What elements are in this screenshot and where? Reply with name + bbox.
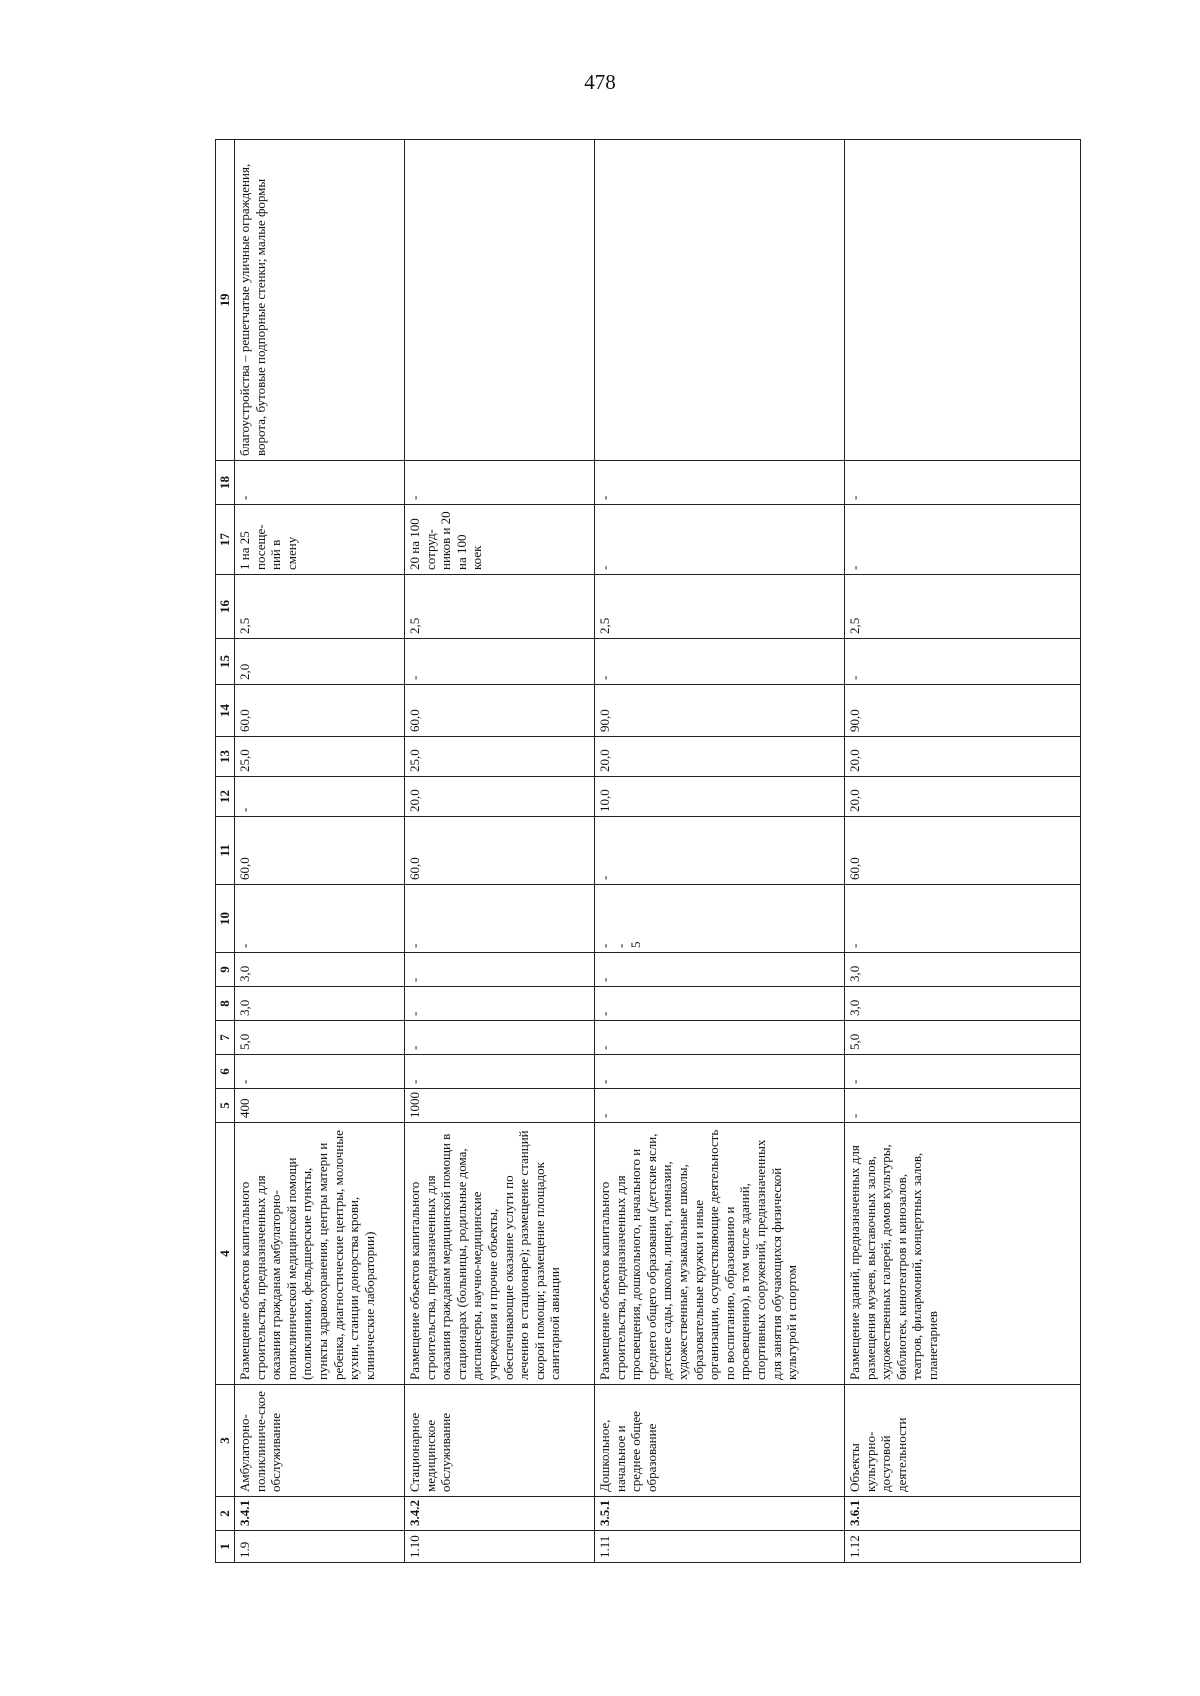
cell-col10: - - 5 <box>595 885 845 953</box>
cell-col12: - <box>235 777 405 817</box>
cell-col8: 3,0 <box>235 987 405 1021</box>
cell-col7: 5,0 <box>845 1021 1081 1055</box>
cell-col9: 3,0 <box>845 953 1081 987</box>
use-type-name: Стационарное медицинское обслуживание <box>405 1385 595 1497</box>
cell-col8: - <box>405 987 595 1021</box>
cell-col16: 2,5 <box>845 575 1081 639</box>
cell-col15: - <box>595 639 845 685</box>
cell-col19 <box>595 140 845 461</box>
zoning-table <box>215 139 1081 1563</box>
use-type-name: Дошкольное, начальное и среднее общее образование <box>595 1385 845 1497</box>
header-cell: 6 <box>216 1055 235 1089</box>
row-number: 1.12 <box>845 1531 1081 1563</box>
cell-col6: - <box>845 1055 1081 1089</box>
header-cell: 5 <box>216 1089 235 1123</box>
cell-col17: - <box>595 505 845 575</box>
header-cell: 15 <box>216 639 235 685</box>
table-row <box>595 140 845 1563</box>
cell-col16: 2,5 <box>235 575 405 639</box>
cell-col17: - <box>845 505 1081 575</box>
cell-col12: 20,0 <box>405 777 595 817</box>
cell-col6: - <box>235 1055 405 1089</box>
row-number: 1.9 <box>235 1531 405 1563</box>
cell-col17: 1 на 25 посеще-ний в смену <box>235 505 405 575</box>
cell-col13: 25,0 <box>405 737 595 777</box>
cell-col7: 5,0 <box>235 1021 405 1055</box>
header-cell: 17 <box>216 505 235 575</box>
cell-col11: - <box>595 817 845 885</box>
vri-code: 3.4.2 <box>405 1497 595 1531</box>
cell-col18: - <box>235 461 405 505</box>
cell-col13: 25,0 <box>235 737 405 777</box>
cell-col16: 2,5 <box>595 575 845 639</box>
table-row <box>845 140 1081 1563</box>
header-cell: 9 <box>216 953 235 987</box>
cell-col16: 2,5 <box>405 575 595 639</box>
header-cell: 4 <box>216 1123 235 1385</box>
use-type-description: Размещение зданий, предназначенных для размещения музеев, выставочных залов, художественных галерей, домов культуры, библиотек, кинотеатров и кинозалов, театров, филармоний, концертных залов, планетариев <box>845 1123 1081 1385</box>
cell-col9: 3,0 <box>235 953 405 987</box>
cell-col14: 60,0 <box>405 685 595 737</box>
use-type-name: Амбулаторно-поликлиниче-ское обслуживание <box>235 1385 405 1497</box>
cell-col6: - <box>595 1055 845 1089</box>
header-cell: 11 <box>216 817 235 885</box>
row-number: 1.10 <box>405 1531 595 1563</box>
row-number: 1.11 <box>595 1531 845 1563</box>
cell-col11: 60,0 <box>845 817 1081 885</box>
cell-col18: - <box>405 461 595 505</box>
cell-col13: 20,0 <box>845 737 1081 777</box>
vri-code: 3.4.1 <box>235 1497 405 1531</box>
table-row <box>405 140 595 1563</box>
cell-col9: - <box>405 953 595 987</box>
cell-col19 <box>845 140 1081 461</box>
cell-col14: 90,0 <box>595 685 845 737</box>
cell-col7: - <box>405 1021 595 1055</box>
cell-col10: - <box>845 885 1081 953</box>
cell-col8: - <box>595 987 845 1021</box>
vri-code: 3.5.1 <box>595 1497 845 1531</box>
header-cell: 2 <box>216 1497 235 1531</box>
cell-col11: 60,0 <box>235 817 405 885</box>
table-row <box>235 140 405 1563</box>
header-cell: 1 <box>216 1531 235 1563</box>
header-cell: 19 <box>216 140 235 461</box>
cell-col13: 20,0 <box>595 737 845 777</box>
cell-col5: - <box>595 1089 845 1123</box>
header-row <box>216 140 235 1563</box>
page-number: 478 <box>584 70 616 94</box>
cell-col11: 60,0 <box>405 817 595 885</box>
cell-col18: - <box>845 461 1081 505</box>
vri-code: 3.6.1 <box>845 1497 1081 1531</box>
use-type-name: Объекты культурно-досуговой деятельности <box>845 1385 1081 1497</box>
cell-col15: 2,0 <box>235 639 405 685</box>
cell-col14: 60,0 <box>235 685 405 737</box>
cell-col10: - <box>405 885 595 953</box>
header-cell: 18 <box>216 461 235 505</box>
use-type-description: Размещение объектов капитального строительства, предназначенных для оказания гражданам амбулаторно-поликлинической медицинской помощи (поликлиники, фельдшерские пункты, пункты здравоохранения, центры матери и ребенка, диагностические центры, молочные кухни, станции донорства крови, клинические лаборатории) <box>235 1123 405 1385</box>
header-cell: 7 <box>216 1021 235 1055</box>
use-type-description: Размещение объектов капитального строительства, предназначенных для оказания гражданам медицинской помощи в стационарах (больницы, родильные дома, диспансеры, научно-медицинские учреждения и прочие объекты, обеспечивающие оказание услуги по лечению в стационаре); размещение станций скорой помощи; размещение площадок санитарной авиации <box>405 1123 595 1385</box>
cell-col5: 1000 <box>405 1089 595 1123</box>
header-cell: 8 <box>216 987 235 1021</box>
cell-col10: - <box>235 885 405 953</box>
cell-col12: 20,0 <box>845 777 1081 817</box>
cell-col14: 90,0 <box>845 685 1081 737</box>
cell-col9: - <box>595 953 845 987</box>
rotated-table-wrapper <box>215 140 1081 1563</box>
header-cell: 16 <box>216 575 235 639</box>
use-type-description: Размещение объектов капитального строительства, предназначенных для просвещения, дошкольного, начального и среднего общего образования (детские ясли, детские сады, школы, лицеи, гимназии, художественные, музыкальные школы, образовательные кружки и иные организации, осуществляющие деятельность по воспитанию, образованию и просвещению), в том числе зданий, спортивных сооружений, предназначенных для занятия обучающихся физической культурой и спортом <box>595 1123 845 1385</box>
cell-col5: - <box>845 1089 1081 1123</box>
cell-col17: 20 на 100 сотруд-ников и 20 на 100 коек <box>405 505 595 575</box>
cell-col15: - <box>405 639 595 685</box>
cell-col5: 400 <box>235 1089 405 1123</box>
cell-col6: - <box>405 1055 595 1089</box>
header-cell: 10 <box>216 885 235 953</box>
cell-col19 <box>405 140 595 461</box>
cell-col12: 10,0 <box>595 777 845 817</box>
cell-col8: 3,0 <box>845 987 1081 1021</box>
cell-col19: благоустройства – решетчатые уличные ограждения, ворота, бутовые подпорные стенки; малые формы <box>235 140 405 461</box>
cell-col18: - <box>595 461 845 505</box>
cell-col15: - <box>845 639 1081 685</box>
header-cell: 13 <box>216 737 235 777</box>
header-cell: 14 <box>216 685 235 737</box>
header-cell: 12 <box>216 777 235 817</box>
header-cell: 3 <box>216 1385 235 1497</box>
cell-col7: - <box>595 1021 845 1055</box>
